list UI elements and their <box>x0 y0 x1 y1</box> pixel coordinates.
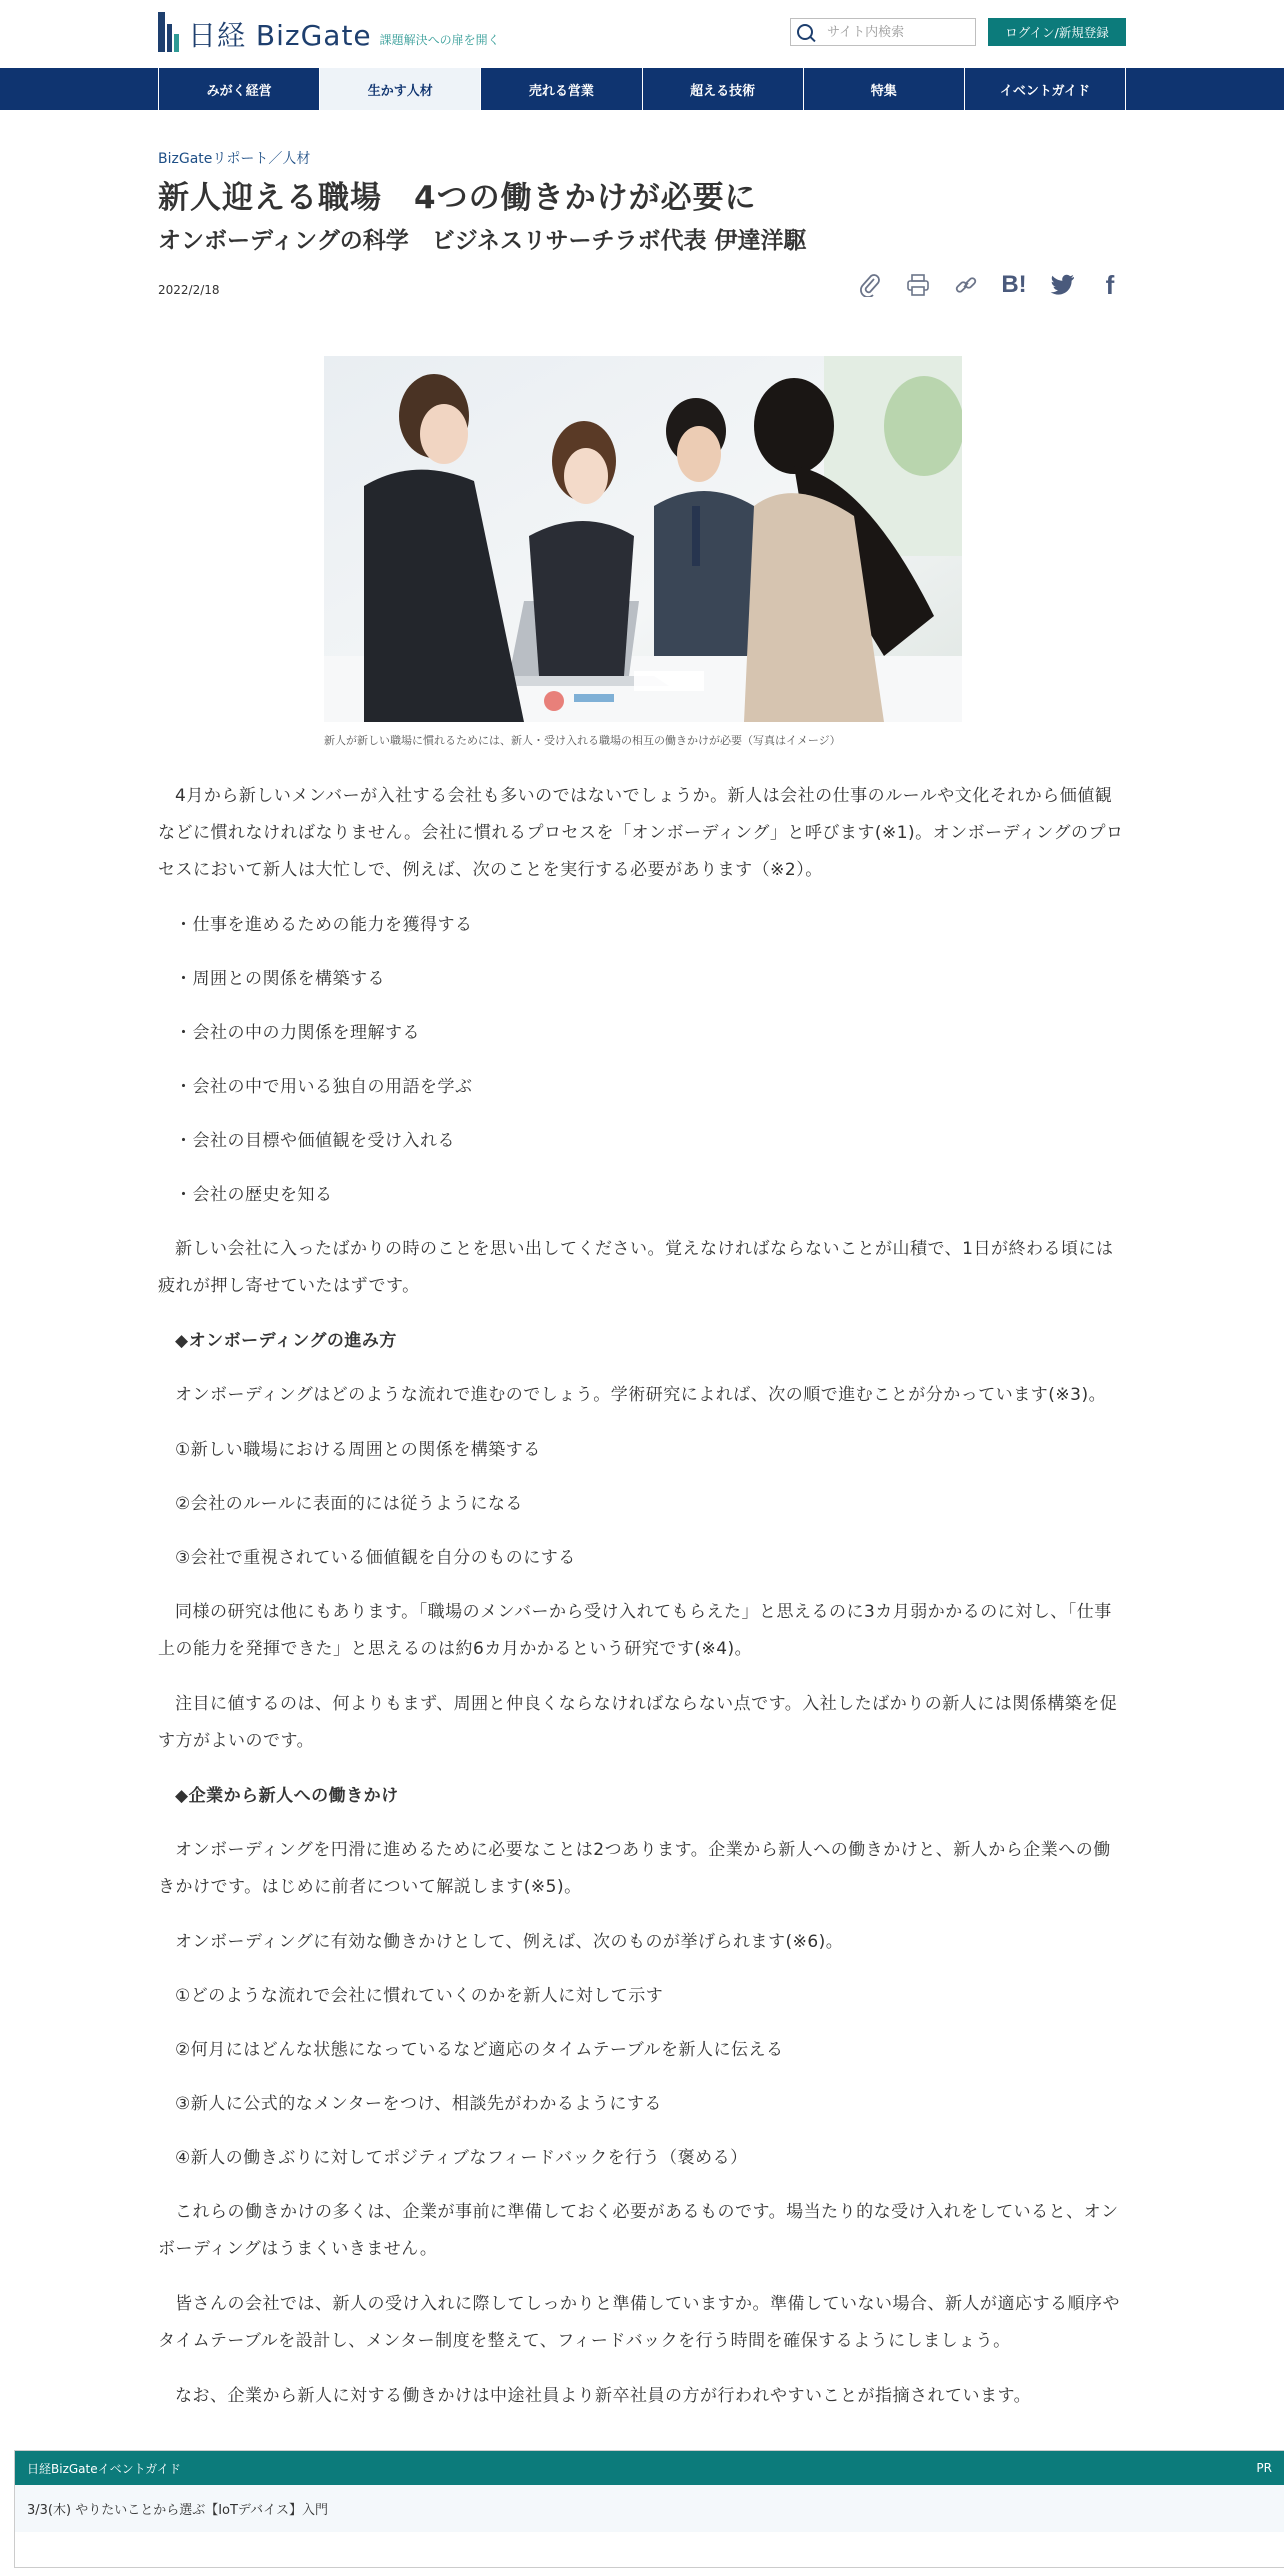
list-item: ・会社の目標や価値観を受け入れる <box>175 1131 455 1151</box>
article-subtitle: オンボーディングの科学 ビジネスリサーチラボ代表 伊達洋駆 <box>158 228 807 254</box>
nav-item-sales[interactable]: 売れる営業 <box>481 68 642 110</box>
photo-caption: 新人が新しい職場に慣れるためには、新人・受け入れる職場の相互の働きかけが必要（写真はイメージ） <box>324 734 841 747</box>
nav-item-management[interactable]: みがく経営 <box>159 68 320 110</box>
section-heading: ◆企業から新人への働きかけ <box>175 1786 399 1806</box>
pr-badge: PR <box>1256 2461 1272 2475</box>
login-button[interactable]: ログイン/新規登録 <box>988 18 1126 46</box>
list-item: ③新人に公式的なメンターをつけ、相談先がわかるようにする <box>175 2094 662 2114</box>
list-item: ②会社のルールに表面的には従うようになる <box>175 1494 523 1514</box>
breadcrumb[interactable]: BizGateリポート／人材 <box>158 151 311 167</box>
article-figure <box>324 356 962 748</box>
article-body <box>158 778 1126 2433</box>
share-bar <box>838 270 1126 300</box>
list-item: ①新しい職場における周囲との関係を構築する <box>175 1440 541 1460</box>
list-item: ・仕事を進めるための能力を獲得する <box>175 915 473 935</box>
list-item: ①どのような流れで会社に慣れていくのかを新人に対して示す <box>175 1986 664 2006</box>
publish-date: 2022/2/18 <box>158 283 220 297</box>
print-icon[interactable] <box>902 270 934 300</box>
paragraph: オンボーディングに有効な働きかけとして、例えば、次のものが挙げられます(※6)。 <box>175 1932 844 1952</box>
paragraph: 4月から新しいメンバーが入社する会社も多いのではないでしょうか。新人は会社の仕事のルールや文化それから価値観などに慣れなければなりません。会社に慣れるプロセスを「オンボーディング」と呼びます(※1)。オンボーディングのプロセスにおいて新人は大忙しで、例えば、次のことを実行する必要があります（※2）。 <box>158 786 1124 880</box>
list-item: ・会社の中で用いる独自の用語を学ぶ <box>175 1077 473 1097</box>
article-photo <box>324 356 962 722</box>
list-item: ・会社の歴史を知る <box>175 1185 333 1205</box>
paragraph: 新しい会社に入ったばかりの時のことを思い出してください。覚えなければならないことが山積で、1日が終わる頃には疲れが押し寄せていたはずです。 <box>158 1239 1114 1296</box>
list-item: ・会社の中の力関係を理解する <box>175 1023 420 1043</box>
site-logo[interactable] <box>158 10 500 52</box>
logo-text: 日経 BizGate <box>188 19 372 52</box>
banner-header <box>15 2451 1284 2485</box>
banner-link[interactable]: 3/3(木) やりたいことから選ぶ【IoTデバイス】入門 <box>15 2485 1284 2532</box>
section-heading: ◆オンボーディングの進み方 <box>175 1331 397 1351</box>
paragraph: 注目に値するのは、何よりもまず、周囲と仲良くならなければならない点です。入社したばかりの新人には関係構築を促す方がよいのです。 <box>158 1694 1118 1751</box>
nav-item-event-guide[interactable]: イベントガイド <box>965 68 1126 110</box>
paragraph: これらの働きかけの多くは、企業が事前に準備しておく必要があるものです。場当たり的な受け入れをしていると、オンボーディングはうまくいきません。 <box>158 2202 1119 2259</box>
article-title: 新人迎える職場 4つの働きかけが必要に <box>158 180 757 216</box>
site-search[interactable] <box>790 18 976 46</box>
logo-mark-icon <box>158 10 182 52</box>
main-nav <box>0 68 1284 110</box>
list-item: ②何月にはどんな状態になっているなど適応のタイムテーブルを新人に伝える <box>175 2040 784 2060</box>
clip-icon[interactable] <box>854 270 886 300</box>
nav-item-feature[interactable]: 特集 <box>804 68 965 110</box>
list-item: ③会社で重視されている価値観を自分のものにする <box>175 1548 576 1568</box>
search-input[interactable] <box>825 24 969 41</box>
link-icon[interactable] <box>950 270 982 300</box>
logo-tagline: 課題解決への扉を開く <box>379 33 500 47</box>
facebook-icon[interactable]: f <box>1105 269 1115 300</box>
paragraph: オンボーディングはどのような流れで進むのでしょう。学術研究によれば、次の順で進むことが分かっています(※3)。 <box>175 1385 1107 1405</box>
paragraph: なお、企業から新人に対する働きかけは中途社員より新卒社員の方が行われやすいことが指摘されています。 <box>175 2386 1032 2406</box>
paragraph: 同様の研究は他にもあります。「職場のメンバーから受け入れてもらえた」と思えるのに3カ月弱かかるのに対し、「仕事上の能力を発揮できた」と思えるのは約6カ月かかるという研究です(※4)。 <box>158 1602 1112 1659</box>
hatena-bookmark-icon[interactable]: B! <box>1001 271 1027 298</box>
nav-item-talent[interactable]: 生かす人材 <box>320 68 481 110</box>
site-header <box>158 0 1126 68</box>
paragraph: 皆さんの会社では、新人の受け入れに際してしっかりと準備していますか。準備していない場合、新人が適応する順序やタイムテーブルを設計し、メンター制度を整えて、フィードバックを行う時間を確保するようにしましょう。 <box>158 2294 1120 2351</box>
list-item: ・周囲との関係を構築する <box>175 969 385 989</box>
event-guide-banner[interactable] <box>14 2450 1284 2568</box>
search-icon[interactable] <box>797 24 813 40</box>
paragraph: オンボーディングを円滑に進めるために必要なことは2つあります。企業から新人への働きかけと、新人から企業への働きかけです。はじめに前者について解説します(※5)。 <box>158 1840 1111 1897</box>
twitter-icon[interactable] <box>1046 270 1078 300</box>
list-item: ④新人の働きぶりに対してポジティブなフィードバックを行う（褒める） <box>175 2148 748 2168</box>
banner-label: 日経BizGateイベントガイド <box>27 2461 181 2476</box>
nav-item-technology[interactable]: 超える技術 <box>643 68 804 110</box>
